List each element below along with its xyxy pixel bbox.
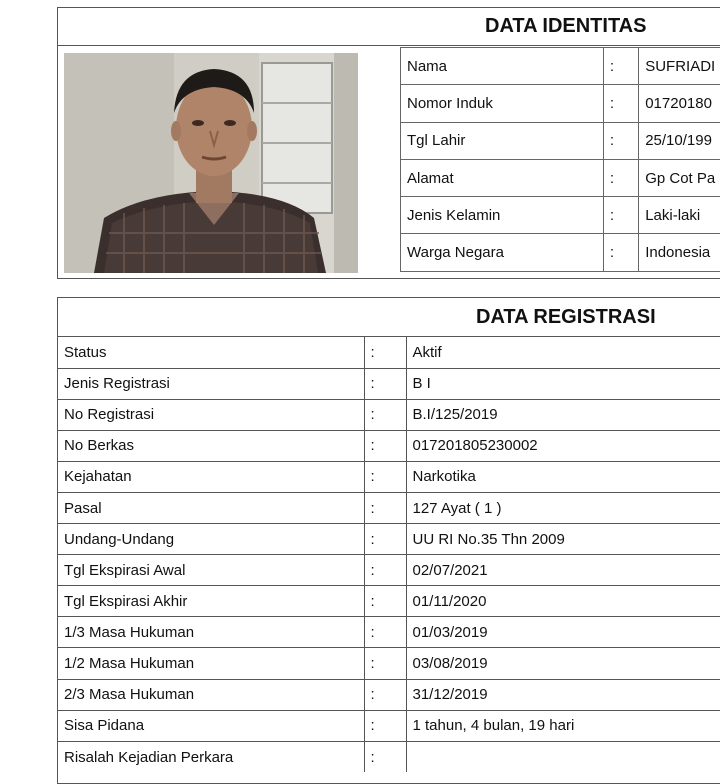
separator: : — [603, 159, 638, 196]
field-label: Nama — [401, 48, 604, 85]
separator: : — [364, 741, 406, 772]
field-value — [406, 741, 720, 772]
field-label: Risalah Kejadian Perkara — [58, 741, 364, 772]
separator: : — [364, 492, 406, 523]
field-label: Tgl Ekspirasi Akhir — [58, 586, 364, 617]
table-row — [58, 461, 720, 492]
person-photo — [64, 53, 358, 273]
registration-section — [57, 297, 720, 784]
table-row — [401, 122, 720, 159]
table-row — [401, 85, 720, 122]
table-row — [58, 492, 720, 523]
field-value: 02/07/2021 — [406, 555, 720, 586]
field-value: 31/12/2019 — [406, 679, 720, 710]
field-value: Indonesia — [639, 234, 720, 271]
separator: : — [603, 234, 638, 271]
field-label: Status — [58, 337, 364, 368]
field-label: Warga Negara — [401, 234, 604, 271]
table-row — [58, 368, 720, 399]
field-label: Alamat — [401, 159, 604, 196]
separator: : — [364, 399, 406, 430]
field-label: Undang-Undang — [58, 524, 364, 555]
table-row — [58, 399, 720, 430]
separator: : — [364, 710, 406, 741]
separator: : — [364, 461, 406, 492]
separator: : — [603, 122, 638, 159]
field-value: 25/10/199 — [639, 122, 720, 159]
table-row — [58, 617, 720, 648]
field-label: Jenis Kelamin — [401, 197, 604, 234]
identity-title: DATA IDENTITAS — [58, 8, 720, 46]
field-value: 01/11/2020 — [406, 586, 720, 617]
table-row — [401, 197, 720, 234]
identity-section — [57, 7, 720, 279]
table-row — [58, 679, 720, 710]
separator: : — [364, 648, 406, 679]
field-label: 1/2 Masa Hukuman — [58, 648, 364, 679]
identity-table — [400, 47, 720, 272]
field-value: Gp Cot Pa — [639, 159, 720, 196]
field-value: SUFRIADI — [639, 48, 720, 85]
separator: : — [364, 679, 406, 710]
table-row — [58, 430, 720, 461]
table-row — [58, 710, 720, 741]
separator: : — [364, 617, 406, 648]
table-row — [58, 648, 720, 679]
separator: : — [364, 430, 406, 461]
field-value: Laki-laki — [639, 197, 720, 234]
field-label: Tgl Lahir — [401, 122, 604, 159]
table-row — [58, 741, 720, 772]
field-value: 01720180 — [639, 85, 720, 122]
separator: : — [364, 524, 406, 555]
separator: : — [364, 337, 406, 368]
field-label: No Registrasi — [58, 399, 364, 430]
field-label: Pasal — [58, 492, 364, 523]
field-value: B I — [406, 368, 720, 399]
table-row — [58, 555, 720, 586]
field-label: 1/3 Masa Hukuman — [58, 617, 364, 648]
separator: : — [364, 586, 406, 617]
field-label: 2/3 Masa Hukuman — [58, 679, 364, 710]
registration-title: DATA REGISTRASI — [58, 298, 720, 337]
table-row — [58, 586, 720, 617]
field-label: Sisa Pidana — [58, 710, 364, 741]
field-value: Narkotika — [406, 461, 720, 492]
field-label: Nomor Induk — [401, 85, 604, 122]
separator: : — [364, 555, 406, 586]
table-row — [401, 234, 720, 271]
separator: : — [603, 85, 638, 122]
field-label: Jenis Registrasi — [58, 368, 364, 399]
table-row — [401, 48, 720, 85]
field-value: 03/08/2019 — [406, 648, 720, 679]
field-value: 127 Ayat ( 1 ) — [406, 492, 720, 523]
field-value: UU RI No.35 Thn 2009 — [406, 524, 720, 555]
field-label: Tgl Ekspirasi Awal — [58, 555, 364, 586]
separator: : — [603, 197, 638, 234]
field-label: No Berkas — [58, 430, 364, 461]
field-value: 01/03/2019 — [406, 617, 720, 648]
field-value: Aktif — [406, 337, 720, 368]
field-label: Kejahatan — [58, 461, 364, 492]
field-value: 017201805230002 — [406, 430, 720, 461]
field-value: B.I/125/2019 — [406, 399, 720, 430]
table-row — [58, 524, 720, 555]
table-row — [401, 159, 720, 196]
separator: : — [364, 368, 406, 399]
registration-table — [58, 337, 720, 772]
field-value: 1 tahun, 4 bulan, 19 hari — [406, 710, 720, 741]
separator: : — [603, 48, 638, 85]
table-row — [58, 337, 720, 368]
